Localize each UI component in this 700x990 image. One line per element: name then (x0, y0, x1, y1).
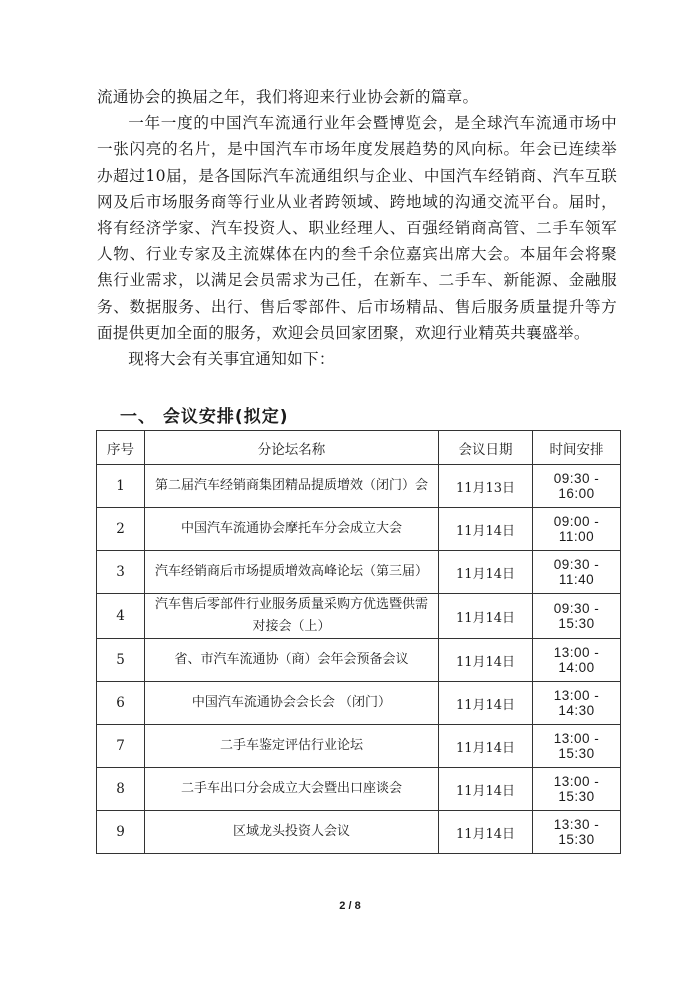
table-row (97, 508, 621, 551)
meeting-date: 11月14日 (439, 682, 533, 725)
forum-name: 省、市汽车流通协（商）会年会预备会议 (145, 639, 439, 682)
forum-name: 区域龙头投资人会议 (145, 811, 439, 854)
table-row (97, 725, 621, 768)
row-number: 5 (97, 639, 145, 682)
forum-name: 第二届汽车经销商集团精品提质增效（闭门）会 (145, 465, 439, 508)
header-forum-name: 分论坛名称 (145, 431, 439, 465)
meeting-time: 09:30 - 16:00 (533, 465, 621, 508)
row-number: 8 (97, 768, 145, 811)
table-header-row (97, 431, 621, 465)
meeting-schedule-table (96, 430, 621, 854)
table-row (97, 811, 621, 854)
table-row (97, 465, 621, 508)
paragraph-annual-meeting: 一年一度的中国汽车流通行业年会暨博览会，是全球汽车流通市场中一张闪亮的名片，是中国汽车市场年度发展趋势的风向标。年会已连续举办超过10届，是各国际汽车流通组织与企业、中国汽车经销商、汽车互联网及后市场服务商等行业从业者跨领域、跨地域的沟通交流平台。届时，将有经济学家、汽车投资人、职业经理人、百强经销商高管、二手车领军人物、行业专家及主流媒体在内的叁千余位嘉宾出席大会。本届年会将聚焦行业需求，以满足会员需求为己任，在新车、二手车、新能源、金融服务、数据服务、出行、售后零部件、后市场精品、售后服务质量提升等方面提供更加全面的服务，欢迎会员回家团聚，欢迎行业精英共襄盛举。 (97, 114, 617, 342)
meeting-time: 13:00 - 15:30 (533, 725, 621, 768)
body-text (97, 84, 617, 372)
paragraph-continuation: 流通协会的换届之年，我们将迎来行业协会新的篇章。 (97, 88, 479, 106)
meeting-time: 09:00 - 11:00 (533, 508, 621, 551)
table-row (97, 768, 621, 811)
section-heading: 一、 会议安排(拟定) (120, 407, 289, 427)
header-number: 序号 (97, 431, 145, 465)
meeting-date: 11月14日 (439, 551, 533, 594)
table-row (97, 594, 621, 639)
row-number: 1 (97, 465, 145, 508)
row-number: 7 (97, 725, 145, 768)
paragraph-notice-intro: 现将大会有关事宜通知如下： (128, 350, 335, 369)
row-number: 6 (97, 682, 145, 725)
meeting-date: 11月14日 (439, 594, 533, 639)
meeting-time: 13:00 - 14:30 (533, 682, 621, 725)
page-number: 2 / 8 (339, 900, 361, 912)
meeting-date: 11月14日 (439, 811, 533, 854)
meeting-date: 11月14日 (439, 639, 533, 682)
meeting-time: 13:00 - 14:00 (533, 639, 621, 682)
row-number: 9 (97, 811, 145, 854)
forum-name: 汽车售后零部件行业服务质量采购方优选暨供需对接会（上） (145, 594, 439, 639)
meeting-date: 11月14日 (439, 768, 533, 811)
forum-name: 中国汽车流通协会会长会 （闭门） (145, 682, 439, 725)
forum-name: 二手车出口分会成立大会暨出口座谈会 (145, 768, 439, 811)
forum-name: 二手车鉴定评估行业论坛 (145, 725, 439, 768)
meeting-time: 13:30 - 15:30 (533, 811, 621, 854)
forum-name: 中国汽车流通协会摩托车分会成立大会 (145, 508, 439, 551)
row-number: 4 (97, 594, 145, 639)
header-date: 会议日期 (439, 431, 533, 465)
row-number: 3 (97, 551, 145, 594)
meeting-date: 11月13日 (439, 465, 533, 508)
meeting-time: 13:00 - 15:30 (533, 768, 621, 811)
header-time: 时间安排 (533, 431, 621, 465)
meeting-time: 09:30 - 15:30 (533, 594, 621, 639)
meeting-date: 11月14日 (439, 725, 533, 768)
table-row (97, 551, 621, 594)
table-row (97, 682, 621, 725)
forum-name: 汽车经销商后市场提质增效高峰论坛（第三届） (145, 551, 439, 594)
row-number: 2 (97, 508, 145, 551)
meeting-time: 09:30 - 11:40 (533, 551, 621, 594)
meeting-date: 11月14日 (439, 508, 533, 551)
table-row (97, 639, 621, 682)
